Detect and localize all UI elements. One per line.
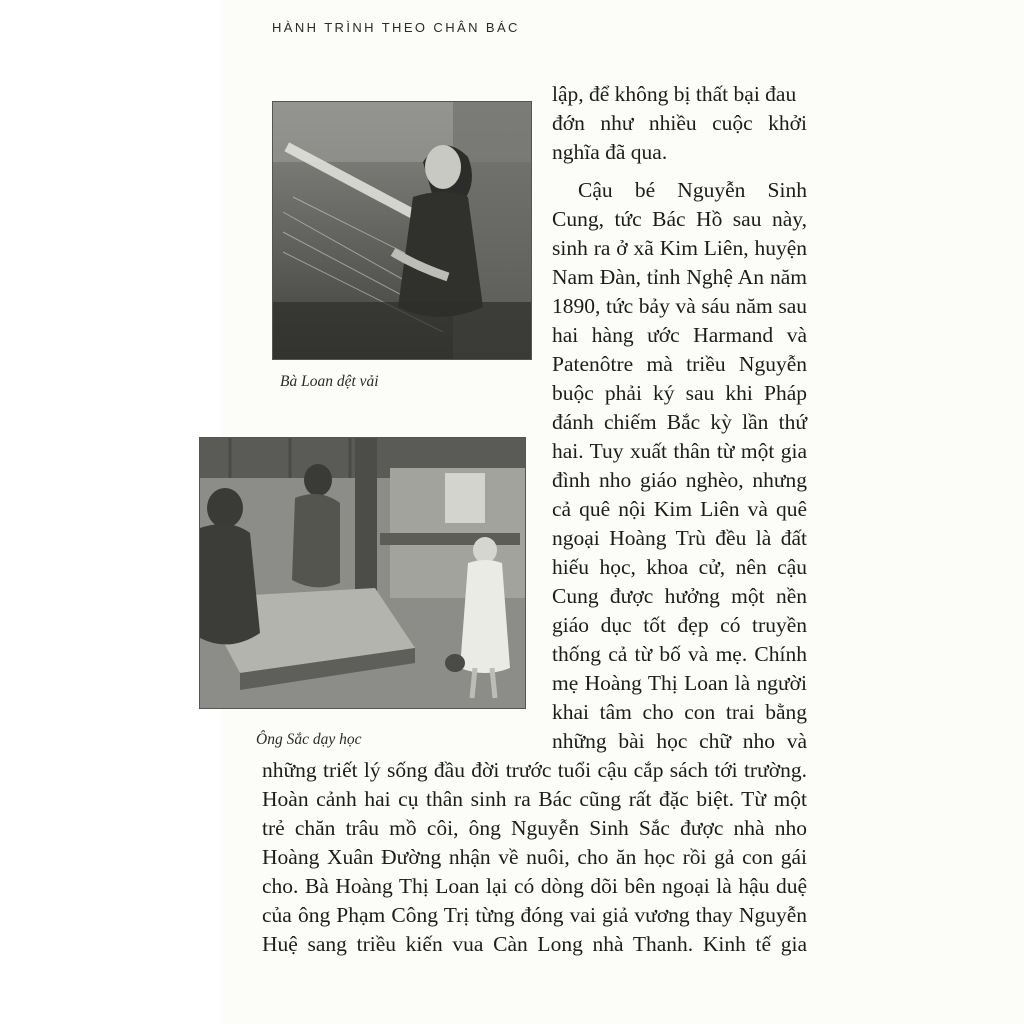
text-line: ngoại Hoàng Trù đều là đất	[552, 526, 807, 550]
text-line: khai tâm cho con trai bằng	[552, 700, 807, 724]
text-line: Cung được hưởng một nền	[552, 584, 807, 608]
text-line: cho. Bà Hoàng Thị Loan lại có dòng dõi bên ngoại là hậu duệ	[262, 874, 807, 898]
text-line: những bài học chữ nho và	[552, 729, 807, 753]
text-line: của ông Phạm Công Trị từng đóng vai giả vương thay Nguyễn	[262, 903, 807, 927]
text-line: Nam Đàn, tỉnh Nghệ An năm	[552, 265, 807, 289]
text-line: trẻ chăn trâu mồ côi, ông Nguyễn Sinh Sắc được nhà nho	[262, 816, 807, 840]
running-head: HÀNH TRÌNH THEO CHÂN BÁC	[272, 20, 520, 35]
text-line: đớn như nhiều cuộc khởi	[552, 111, 807, 135]
text-line: nghĩa đã qua.	[552, 140, 668, 164]
text-line: Cung, tức Bác Hồ sau này,	[552, 207, 807, 231]
text-line: những triết lý sống đầu đời trước tuổi cậu cắp sách tới trường.	[262, 758, 807, 782]
illustration-teacher-and-child-icon	[200, 438, 525, 708]
weaving-illustration	[272, 101, 532, 360]
text-line: Huệ sang triều kiến vua Càn Long nhà Thanh. Kinh tế gia	[262, 932, 807, 956]
text-line: Hoàn cảnh hai cụ thân sinh ra Bác cũng rất đặc biệt. Từ một	[262, 787, 807, 811]
text-line: thống cả từ bố và mẹ. Chính	[552, 642, 807, 666]
text-line: buộc phải ký sau khi Pháp	[552, 381, 807, 405]
text-line: đình nho giáo nghèo, nhưng	[552, 468, 807, 492]
figure-caption-teaching: Ông Sắc dạy học	[256, 731, 362, 748]
text-line: mẹ Hoàng Thị Loan là người	[552, 671, 807, 695]
teaching-illustration	[199, 437, 526, 709]
text-line: cả quê nội Kim Liên và quê	[552, 497, 807, 521]
text-line: 1890, tức bảy và sáu năm sau	[552, 294, 807, 318]
text-line: lập, để không bị thất bại đau	[552, 82, 797, 106]
illustration-woman-weaving-icon	[273, 102, 531, 359]
text-line: hai hàng ước Harmand và	[552, 323, 807, 347]
text-line: giáo dục tốt đẹp có truyền	[552, 613, 807, 637]
text-line: hiếu học, khoa cử, nên cậu	[552, 555, 807, 579]
text-line: đánh chiếm Bắc kỳ lần thứ	[552, 410, 807, 434]
text-line: Patenôtre mà triều Nguyễn	[552, 352, 807, 376]
figure-caption-weaving: Bà Loan dệt vải	[280, 373, 379, 390]
text-line: hai. Tuy xuất thân từ một gia	[552, 439, 807, 463]
text-line: Cậu bé Nguyễn Sinh	[578, 178, 807, 202]
text-line: Hoàng Xuân Đường nhận về nuôi, cho ăn học rồi gả con gái	[262, 845, 807, 869]
text-line: sinh ra ở xã Kim Liên, huyện	[552, 236, 807, 260]
